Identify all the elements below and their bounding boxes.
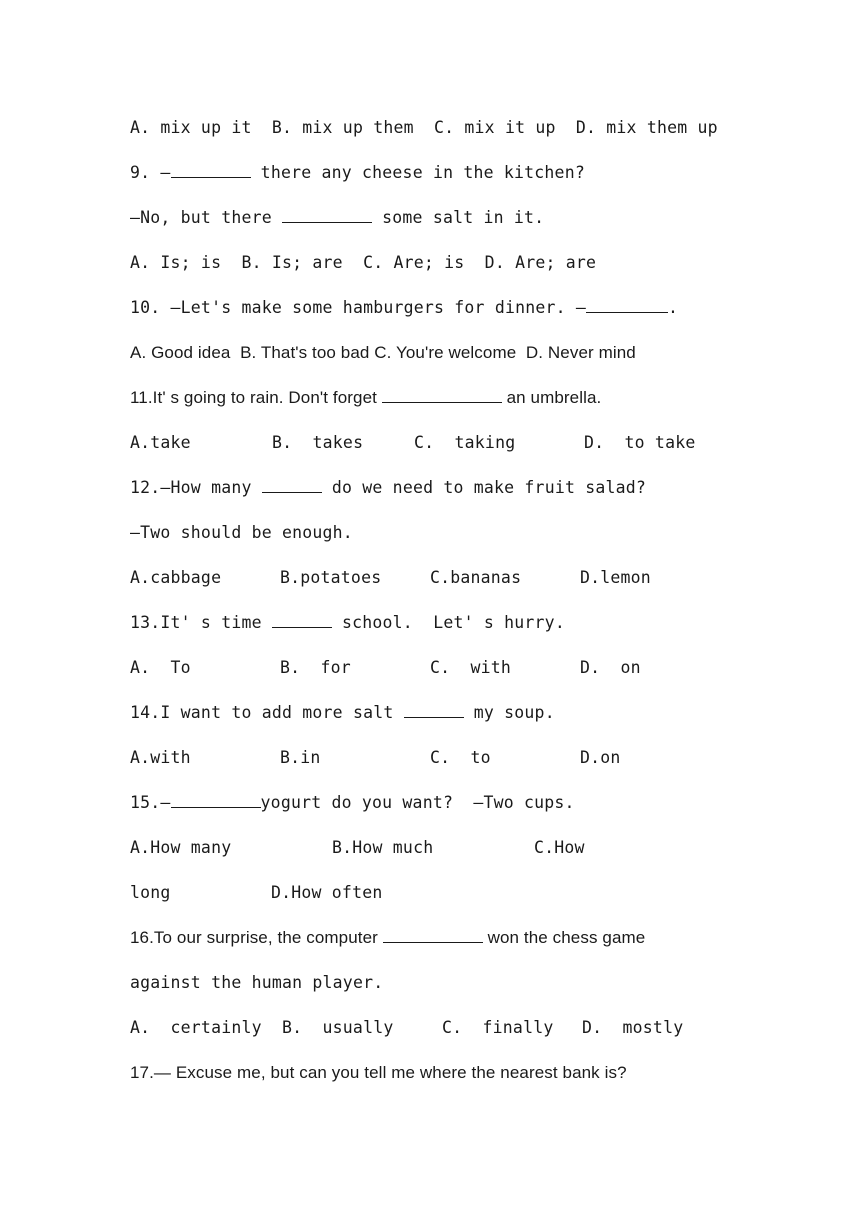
- text-line: [130, 112, 750, 157]
- question-text: my soup.: [463, 703, 555, 722]
- answer-option: long: [130, 883, 171, 902]
- answer-option: B.potatoes: [280, 568, 382, 587]
- answer-option: D.How often: [271, 883, 383, 902]
- line-text: against the human player.: [130, 973, 384, 992]
- question-text: some salt in it.: [372, 208, 545, 227]
- answer-option: B. for: [280, 658, 351, 677]
- question-text: .: [668, 298, 679, 317]
- text-line: [130, 157, 750, 202]
- question-text: 11.It' s going to rain. Don't forget: [130, 388, 382, 407]
- answer-option: A.cabbage: [130, 568, 222, 587]
- answer-option: B. takes: [272, 433, 364, 452]
- text-line: [130, 562, 750, 607]
- question-text: 10. —Let's make some hamburgers for dinner. —: [130, 298, 587, 317]
- question-text: 15.—: [130, 793, 171, 812]
- answer-option: B.in: [280, 748, 321, 767]
- text-line: [130, 202, 750, 247]
- question-text: yogurt do you want? —Two cups.: [260, 793, 575, 812]
- worksheet-page: [130, 112, 750, 1102]
- question-text: 14.I want to add more salt: [130, 703, 404, 722]
- answer-blank: [272, 607, 332, 628]
- answer-option: D.on: [580, 748, 621, 767]
- text-line: [130, 697, 750, 742]
- text-line: [130, 382, 750, 427]
- text-line: [130, 652, 750, 697]
- answer-blank: [282, 202, 372, 223]
- answer-option: A. To: [130, 658, 191, 677]
- question-text: 13.It' s time: [130, 613, 272, 632]
- text-line: [130, 922, 750, 967]
- text-line: [130, 337, 750, 382]
- text-line: [130, 1012, 750, 1057]
- answer-option: A.take: [130, 433, 191, 452]
- text-line: [130, 427, 750, 472]
- text-line: [130, 517, 750, 562]
- answer-blank: [586, 292, 668, 313]
- answer-option: C. with: [430, 658, 512, 677]
- answer-blank: [404, 697, 464, 718]
- answer-option: B.How much: [332, 838, 434, 857]
- answer-blank: [382, 382, 502, 403]
- answer-option: B. usually: [282, 1018, 394, 1037]
- answer-option: A. certainly: [130, 1018, 262, 1037]
- text-line: [130, 832, 750, 877]
- question-text: school. Let' s hurry.: [331, 613, 565, 632]
- line-text: A. Good idea B. That's too bad C. You're welcome D. Never mind: [130, 343, 636, 362]
- line-text: —Two should be enough.: [130, 523, 353, 542]
- answer-option: A.How many: [130, 838, 232, 857]
- question-text: —No, but there: [130, 208, 283, 227]
- answer-blank: [262, 472, 322, 493]
- text-line: [130, 787, 750, 832]
- text-line: [130, 292, 750, 337]
- answer-option: C. taking: [414, 433, 516, 452]
- answer-option: C.bananas: [430, 568, 522, 587]
- answer-option: D.lemon: [580, 568, 651, 587]
- text-line: [130, 1057, 750, 1102]
- question-text: do we need to make fruit salad?: [321, 478, 647, 497]
- line-text: 17.— Excuse me, but can you tell me where the nearest bank is?: [130, 1063, 627, 1082]
- question-text: there any cheese in the kitchen?: [250, 163, 585, 182]
- answer-blank: [171, 157, 251, 178]
- text-line: [130, 967, 750, 1012]
- answer-option: C. to: [430, 748, 491, 767]
- line-text: A. mix up it B. mix up them C. mix it up D. mix them up: [130, 118, 718, 137]
- question-text: won the chess game: [482, 928, 646, 947]
- question-text: 16.To our surprise, the computer: [130, 928, 383, 947]
- answer-option: A.with: [130, 748, 191, 767]
- question-text: 9. —: [130, 163, 171, 182]
- text-line: [130, 607, 750, 652]
- text-line: [130, 877, 750, 922]
- answer-option: D. mostly: [582, 1018, 684, 1037]
- answer-option: D. on: [580, 658, 641, 677]
- answer-blank: [171, 787, 261, 808]
- answer-option: D. to take: [584, 433, 696, 452]
- question-text: an umbrella.: [501, 388, 602, 407]
- text-line: [130, 742, 750, 787]
- text-line: [130, 472, 750, 517]
- answer-blank: [383, 922, 483, 943]
- question-text: 12.—How many: [130, 478, 262, 497]
- answer-option: C. finally: [442, 1018, 554, 1037]
- answer-option: C.How: [534, 838, 585, 857]
- text-line: [130, 247, 750, 292]
- line-text: A. Is; is B. Is; are C. Are; is D. Are; are: [130, 253, 597, 272]
